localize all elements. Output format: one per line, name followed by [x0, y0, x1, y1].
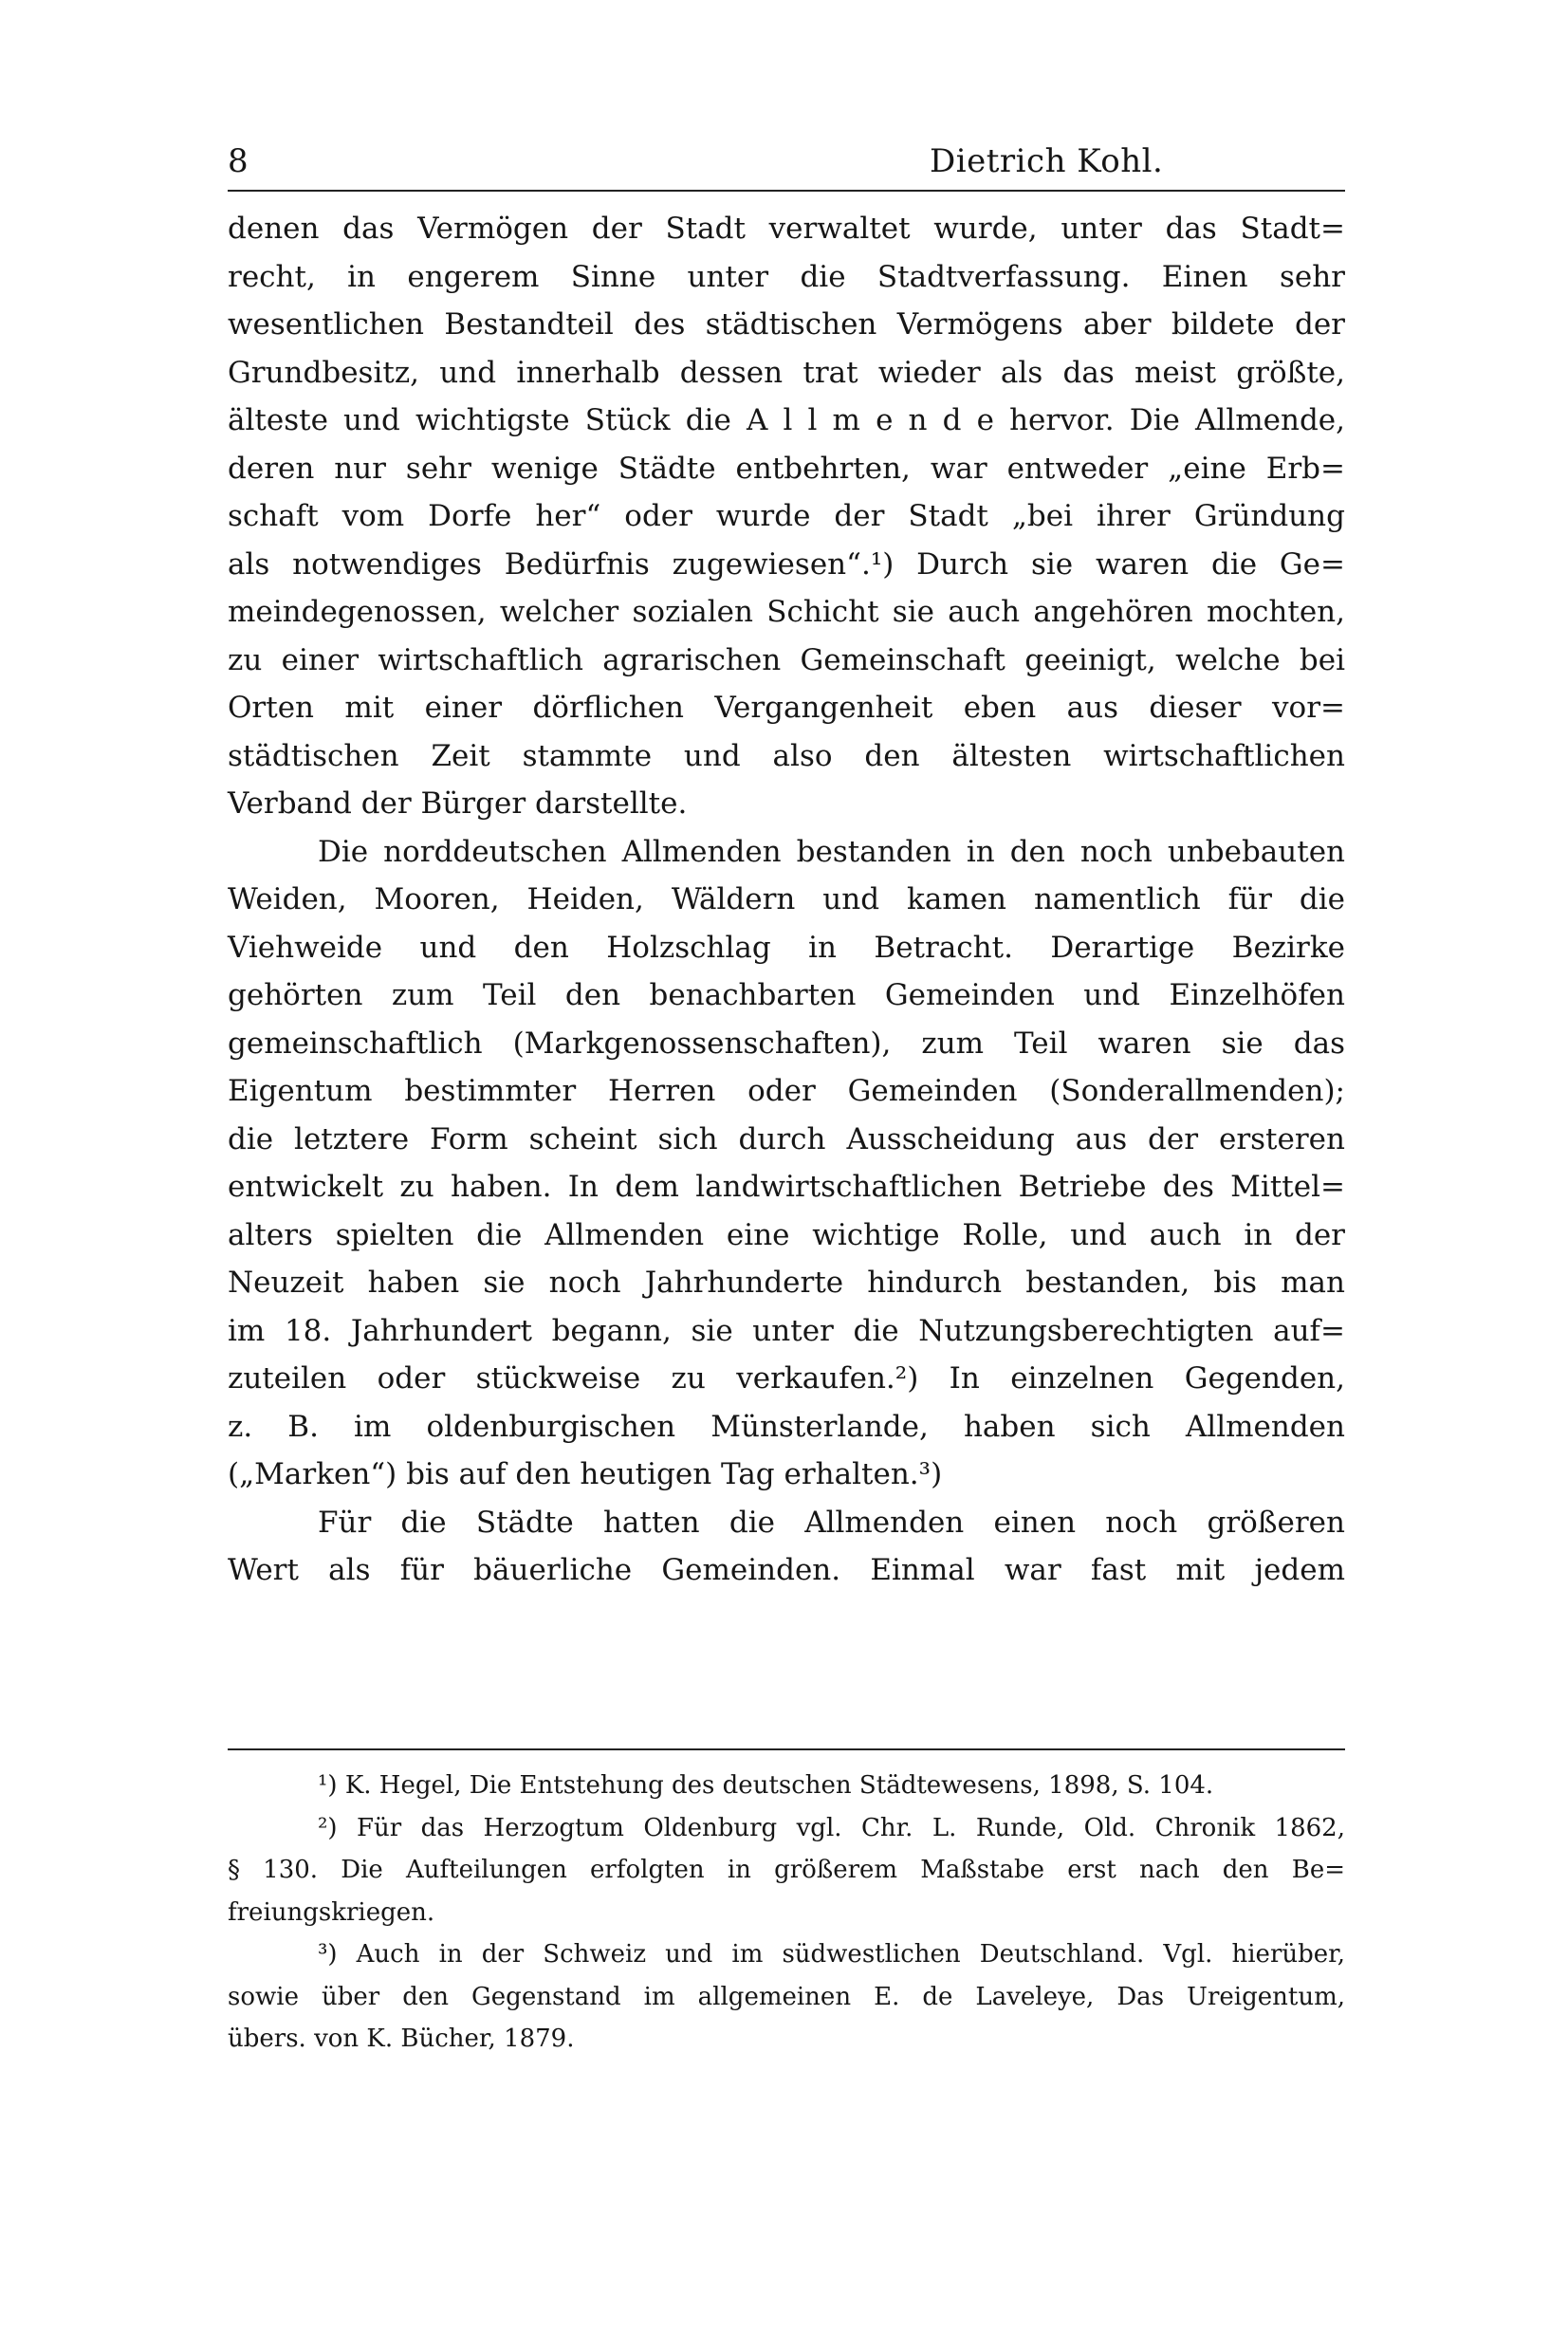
footnote-rule [228, 1748, 1345, 1750]
body-line: Weiden, Mooren, Heiden, Wäldern und kamen namentlich für die [228, 882, 1345, 916]
body-line: älteste und wichtigste Stück die A l l m e n d e hervor. Die Allmende, [228, 403, 1345, 437]
running-head: Dietrich Kohl. [930, 142, 1164, 180]
body-line: städtischen Zeit stammte und also den ältesten wirtschaftlichen [228, 738, 1345, 773]
body-line: z. B. im oldenburgischen Münsterlande, haben sich Allmenden [228, 1409, 1345, 1444]
body-line: Neuzeit haben sie noch Jahrhunderte hindurch bestanden, bis man [228, 1266, 1345, 1300]
body-line: gemeinschaftlich (Markgenossenschaften), zum Teil waren sie das [228, 1026, 1345, 1061]
body-line: deren nur sehr wenige Städte entbehrten, war entweder „eine Erb= [228, 451, 1345, 486]
body-line: zu einer wirtschaftlich agrarischen Gemeinschaft geeinigt, welche bei [228, 642, 1345, 677]
body-line: als notwendiges Bedürfnis zugewiesen“.¹) Durch sie waren die Ge= [228, 546, 1345, 582]
body-line: die letztere Form scheint sich durch Ausscheidung aus der ersteren [228, 1121, 1345, 1156]
footnote-line: übers. von K. Bücher, 1879. [228, 2025, 575, 2053]
header-rule [228, 190, 1345, 192]
body-line: Für die Städte hatten die Allmenden einen noch größeren [318, 1505, 1345, 1540]
body-line: recht, in engerem Sinne unter die Stadtverfassung. Einen sehr [228, 259, 1345, 294]
body-line: denen das Vermögen der Stadt verwaltet wurde, unter das Stadt= [228, 212, 1345, 246]
body-line: Die norddeutschen Allmenden bestanden in den noch unbebauten [318, 834, 1345, 869]
body-line: alters spielten die Allmenden eine wichtige Rolle, und auch in der [228, 1217, 1345, 1252]
body-line: („Marken“) bis auf den heutigen Tag erhalten.³) [228, 1457, 943, 1491]
body-line: Orten mit einer dörflichen Vergangenheit eben aus dieser vor= [228, 691, 1345, 725]
footnote-line: freiungskriegen. [228, 1897, 435, 1927]
body-line: zuteilen oder stückweise zu verkaufen.²) In einzelnen Gegenden, [228, 1361, 1345, 1396]
footnote-line: ³) Auch in der Schweiz und im südwestlichen Deutschland. Vgl. hierüber, [318, 1940, 1345, 1969]
body-line: Viehweide und den Holzschlag in Betracht. Derartige Bezirke [228, 930, 1345, 965]
body-line: gehörten zum Teil den benachbarten Gemeinden und Einzelhöfen [228, 978, 1345, 1012]
body-line: im 18. Jahrhundert begann, sie unter die Nutzungsberechtigten auf= [228, 1313, 1345, 1348]
body-text [228, 205, 1345, 1595]
body-line: Verband der Bürger darstellte. [228, 786, 688, 821]
body-line: meindegenossen, welcher sozialen Schicht sie auch angehören mochten, [228, 595, 1345, 629]
page-number: 8 [228, 142, 249, 180]
body-line: Wert als für bäuerliche Gemeinden. Einmal war fast mit jedem [228, 1553, 1345, 1587]
body-line: entwickelt zu haben. In dem landwirtschaftlichen Betriebe des Mittel= [228, 1170, 1345, 1204]
body-line: Eigentum bestimmter Herren oder Gemeinden (Sonderallmenden); [228, 1074, 1345, 1108]
body-line: wesentlichen Bestandteil des städtischen Vermögens aber bildete der [228, 307, 1345, 342]
page-header [228, 142, 1345, 188]
body-line: schaft vom Dorfe her“ oder wurde der Stadt „bei ihrer Gründung [228, 499, 1345, 533]
footnotes [228, 1765, 1345, 2061]
footnote-line: sowie über den Gegenstand im allgemeinen E. de Laveleye, Das Ureigentum, [228, 1982, 1345, 2011]
footnote-line: § 130. Die Aufteilungen erfolgten in größerem Maßstabe erst nach den Be= [228, 1856, 1345, 1884]
body-line: Grundbesitz, und innerhalb dessen trat wieder als das meist größte, [228, 355, 1345, 390]
footnote-line: ²) Für das Herzogtum Oldenburg vgl. Chr. L. Runde, Old. Chronik 1862, [318, 1813, 1345, 1842]
footnote-line: ¹) K. Hegel, Die Entstehung des deutschen Städtewesens, 1898, S. 104. [318, 1771, 1214, 1800]
